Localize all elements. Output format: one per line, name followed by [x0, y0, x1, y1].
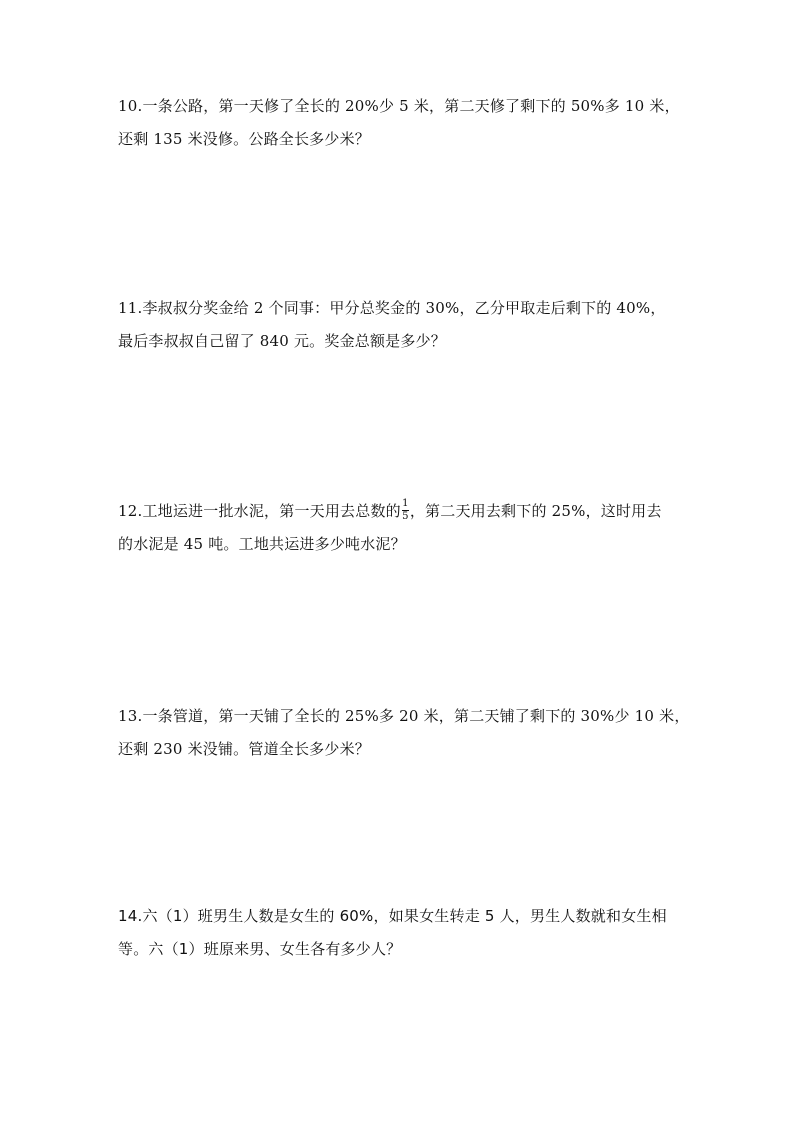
- question-10: [118, 90, 698, 156]
- question-11-line-2: 最后李叔叔自己留了 840 元。奖金总额是多少？: [118, 332, 446, 350]
- question-11-line-1: 11.李叔叔分奖金给 2 个同事：甲分总奖金的 30%，乙分甲取走后剩下的 40%，: [118, 299, 666, 317]
- fraction-numerator: 1: [402, 497, 409, 509]
- question-12: [118, 495, 698, 561]
- question-12-line-1-after: ，第二天用去剩下的 25%，这时用去: [409, 502, 662, 520]
- question-10-line-2: 还剩 135 米没修。公路全长多少米？: [118, 130, 370, 148]
- question-10-line-1: 10.一条公路，第一天修了全长的 20%少 5 米，第二天修了剩下的 50%多 10 米，: [118, 97, 680, 115]
- question-11: [118, 292, 698, 358]
- fraction-one-fifth: [402, 499, 409, 522]
- question-13-line-1: 13.一条管道，第一天铺了全长的 25%多 20 米，第二天铺了剩下的 30%少 10 米，: [118, 707, 690, 725]
- question-13: [118, 700, 698, 766]
- fraction-denominator: 5: [402, 510, 409, 522]
- question-14-line-1: 14.六（1）班男生人数是女生的 60%，如果女生转走 5 人，男生人数就和女生相: [118, 907, 667, 925]
- question-14-line-2: 等。六（1）班原来男、女生各有多少人？: [118, 940, 402, 958]
- question-13-line-2: 还剩 230 米没铺。管道全长多少米？: [118, 740, 370, 758]
- question-12-line-1-before: 12.工地运进一批水泥，第一天用去总数的: [118, 502, 401, 520]
- question-14: [118, 900, 698, 966]
- question-12-line-1: [118, 495, 698, 528]
- question-12-line-2: 的水泥是 45 吨。工地共运进多少吨水泥？: [118, 535, 406, 553]
